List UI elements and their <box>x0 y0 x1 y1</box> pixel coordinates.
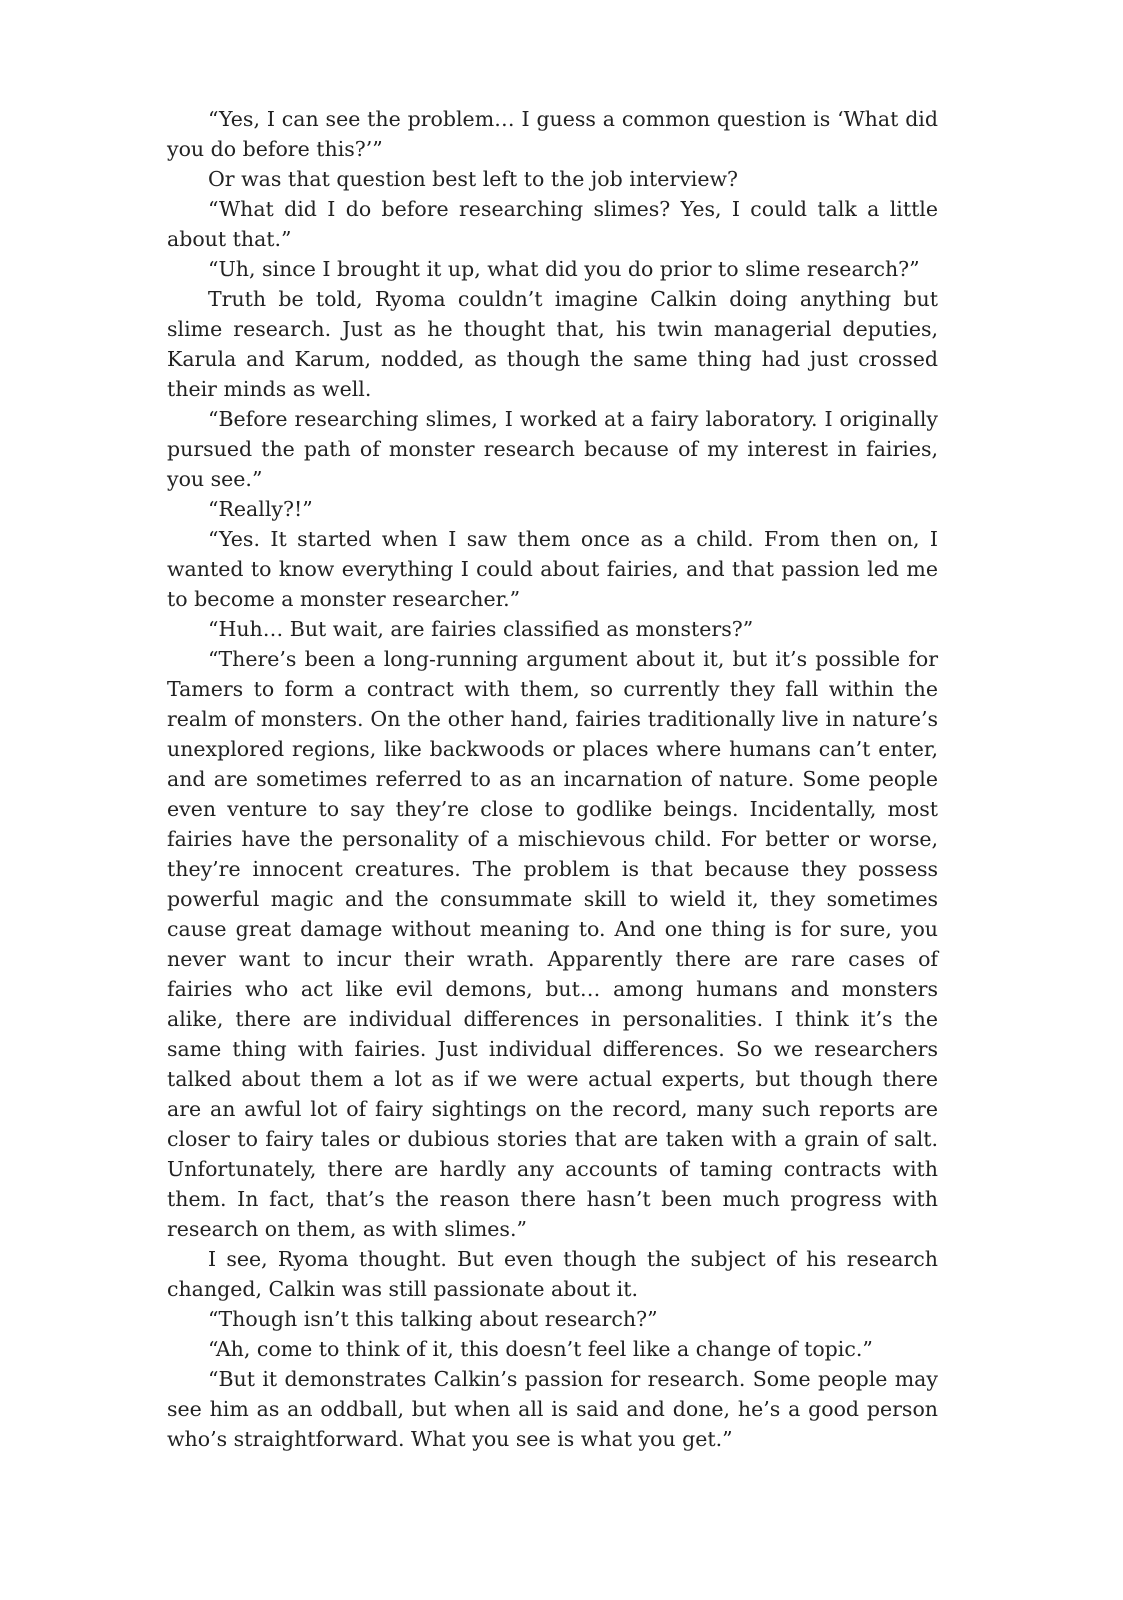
paragraph: “Yes, I can see the problem… I guess a common question is ‘What did you do before this?’” <box>167 107 938 161</box>
paragraph: “Before researching slimes, I worked at a fairy laboratory. I originally pursued the path of monster research because of my interest in fairies, you see.” <box>167 407 938 491</box>
paragraph: Or was that question best left to the job interview? <box>208 167 738 191</box>
paragraph: “What did I do before researching slimes? Yes, I could talk a little about that.” <box>167 197 938 251</box>
paragraph: “Ah, come to think of it, this doesn’t feel like a change of topic.” <box>208 1337 873 1361</box>
paragraph: “Huh… But wait, are fairies classified as monsters?” <box>208 617 754 641</box>
paragraph: “Really?!” <box>208 497 313 521</box>
paragraph: “Yes. It started when I saw them once as a child. From then on, I wanted to know everything I could about fairies, and that passion led me to become a monster researcher.” <box>167 527 938 611</box>
paragraph: “Though isn’t this talking about research?” <box>208 1307 658 1331</box>
paragraph: “There’s been a long-running argument about it, but it’s possible for Tamers to form a contract with them, so currently they fall within the realm of monsters. On the other hand, fairies traditionally live in nature’s unexplored regions, like backwoods or places where humans can’t enter, and are sometimes referred to as an incarnation of nature. Some people even venture to say they’re close to godlike beings. Incidentally, most fairies have the personality of a mischievous child. For better or worse, they’re innocent creatures. The problem is that because they possess powerful magic and the consummate skill to wield it, they sometimes cause great damage without meaning to. And one thing is for sure, you never want to incur their wrath. Apparently there are rare cases of fairies who act like evil demons, but… among humans and monsters alike, there are individual differences in personalities. I think it’s the same thing with fairies. Just individual differences. So we researchers talked about them a lot as if we were actual experts, but though there are an awful lot of fairy sightings on the record, many such reports are closer to fairy tales or dubious stories that are taken with a grain of salt. Unfortunately, there are hardly any accounts of taming contracts with them. In fact, that’s the reason there hasn’t been much progress with research on them, as with slimes.” <box>167 647 938 1241</box>
paragraph: “Uh, since I brought it up, what did you do prior to slime research?” <box>208 257 920 281</box>
paragraph: “But it demonstrates Calkin’s passion for research. Some people may see him as an oddball, but when all is said and done, he’s a good person who’s straightforward. What you see is what you get.” <box>167 1367 938 1451</box>
paragraph: Truth be told, Ryoma couldn’t imagine Calkin doing anything but slime research. Just as he thought that, his twin managerial deputies, Karula and Karum, nodded, as though the same thing had just crossed their minds as well. <box>167 287 938 401</box>
page-text-body <box>167 104 938 1454</box>
paragraph: I see, Ryoma thought. But even though the subject of his research changed, Calkin was still passionate about it. <box>167 1247 938 1301</box>
